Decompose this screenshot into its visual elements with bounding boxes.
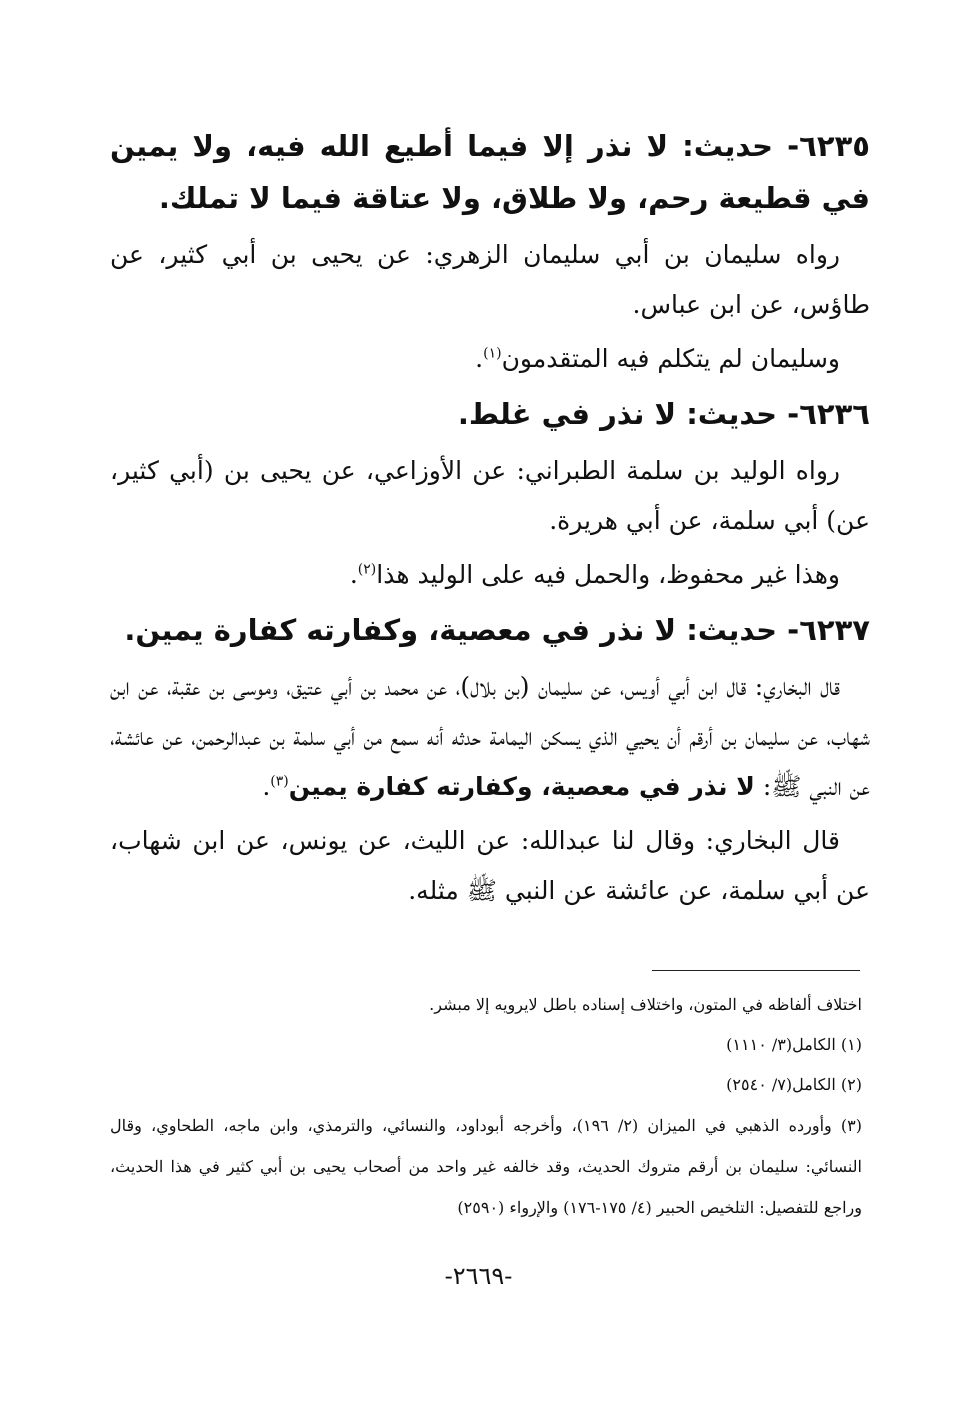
commentary-text: وهذا غير محفوظ، والحمل فيه على الوليد هذا xyxy=(376,560,840,589)
commentary-paragraph xyxy=(110,334,870,384)
main-text xyxy=(110,120,870,920)
punctuation: . xyxy=(262,772,271,801)
hadith-quote: لا نذر في معصية، وكفارته كفارة يمين xyxy=(288,772,755,801)
punctuation: . xyxy=(475,344,484,373)
hadith-title-6235: حديث: لا نذر إلا فيما أطيع الله فيه، ولا يمين في قطيعة رحم، ولا طلاق، ولا عتاقة فيما لا تملك. xyxy=(110,129,870,215)
commentary-paragraph xyxy=(110,550,870,600)
bukhari-narration-paragraph xyxy=(110,662,870,812)
hadith-number-6237: ٦٢٣٧- xyxy=(787,613,870,647)
page-number: -٢٦٦٩- xyxy=(444,1262,513,1290)
footnote-ref[interactable]: (٣) xyxy=(270,773,289,790)
footnote-divider xyxy=(652,970,860,971)
narration-paragraph: رواه سليمان بن أبي سليمان الزهري: عن يحيى بن أبي كثير، عن طاؤس، عن ابن عباس. xyxy=(110,240,870,319)
footnote-3: (٣) وأورده الذهبي في الميزان (٢/ ١٩٦)، وأخرجه أبوداود، والنسائي، والترمذي، وابن ماجه، الطحاوي، وقال النسائي: سليمان بن أرقم متروك الحديث، وقد خالفه غير واحد من أصحاب يحيى بن أبي كثير في هذا الحديث، وراجع للتفصيل: التلخيص الحبير (٤/ ١٧٥-١٧٦) والإرواء (٢٥٩٠) xyxy=(110,1116,863,1217)
bukhari-narration-text: قال البخاري: قال ابن أبي أويس، عن سليمان (بن بلال)، عن محمد بن أبي عتيق، وموسى بن عقبة، عن ابن شهاب، عن سليمان بن أرقم أن يحيي الذي يسكن اليمامة حدثه أنه سمع من أبي سلمة بن عبدالرحمن، عن عائشة، عن النبي ﷺ: xyxy=(110,672,870,801)
hadith-number-6235: ٦٢٣٥- xyxy=(787,129,870,163)
narration-paragraph: رواه الوليد بن سلمة الطبراني: عن الأوزاعي، عن يحيى بن (أبي كثير، عن) أبي سلمة، عن أبي هريرة. xyxy=(110,456,870,535)
hadith-heading-6236 xyxy=(110,388,870,440)
punctuation: . xyxy=(349,560,358,589)
hadith-number-6236: ٦٢٣٦- xyxy=(787,397,870,431)
footnote-1: (١) الكامل(٣/ ١١١٠) xyxy=(726,1035,862,1054)
hadith-title-6236: حديث: لا نذر في غلط. xyxy=(457,397,778,431)
commentary-text: وسليمان لم يتكلم فيه المتقدمون xyxy=(501,344,840,373)
hadith-heading-6235 xyxy=(110,120,870,224)
hadith-heading-6237 xyxy=(110,604,870,656)
footnote-ref[interactable]: (١) xyxy=(483,345,502,362)
hadith-title-6237: حديث: لا نذر في معصية، وكفارته كفارة يمين. xyxy=(124,613,778,647)
footnote-continuation: اختلاف ألفاظه في المتون، واختلاف إسناده باطل لايرويه إلا مبشر. xyxy=(429,995,862,1014)
footnote-ref[interactable]: (٢) xyxy=(357,561,377,578)
footnotes xyxy=(110,985,862,1228)
bukhari-second-paragraph: قال البخاري: وقال لنا عبدالله: عن الليث، عن يونس، عن ابن شهاب، عن أبي سلمة، عن عائشة عن النبي ﷺ مثله. xyxy=(110,826,870,905)
footnote-2: (٢) الكامل(٧/ ٢٥٤٠) xyxy=(726,1075,862,1094)
